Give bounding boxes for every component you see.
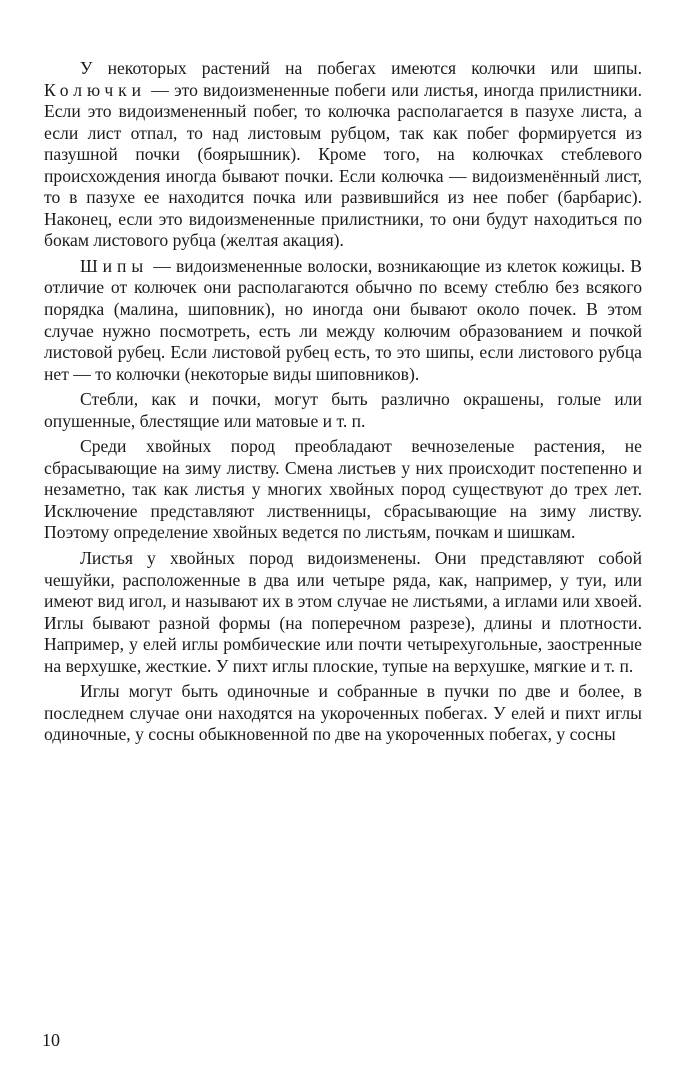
paragraph-shipy xyxy=(44,256,642,385)
paragraph-stem-color xyxy=(44,389,642,432)
paragraph-rest: — видоизмененные волоски, возникающие из клеток кожицы. В отличие от колючек они располагаются обычно по всему стеблю без всякого порядка (малина, шиповник), но иногда они бывают около почек. В этом случае нужно посмотреть, есть ли между колючим образованием и почкой листовой рубец. Если листовой рубец есть, то это шипы, если листового рубца нет — то колючки (некоторые виды шиповников). xyxy=(44,255,642,384)
paragraph-lead: Среди хвойных пород преобладают вечнозеленые растения, не сбрасывающие на зиму листву. Смена листьев у них происходит постепенно и незаметно, так как листья у многих хвойных пород существуют до трех лет. Исключение представляют лиственницы, сбрасывающие на зиму листву. Поэтому определение хвойных ведется по листьям, почкам и шишкам. xyxy=(44,436,642,543)
paragraph-lead: Иглы могут быть одиночные и собранные в пучки по две и более, в последнем случае они находятся на укороченных побегах. У елей и пихт иглы одиночные, у сосны обыкновенной по две на укороченных побегах, у сосны xyxy=(44,681,642,745)
paragraph-lead: У некоторых растений на побегах имеются колючки или шипы. xyxy=(80,58,642,78)
paragraph-rest: — это видоизмененные побеги или листья, иногда прилистники. Если это видоизмененный побег, то колючка располагается в пазухе листа, а если лист отпал, то над листовым рубцом, так как побег формируется из пазушной почки (боярышник). Кроме того, на колючках стеблевого происхождения иногда бывают почки. Если колючка — видоизменённый лист, то в пазухе ее находится почка или развившийся из нее побег (барбарис). Наконец, если это видоизмененные прилистники, то они будут находиться по бокам листового рубца (желтая акация). xyxy=(44,79,642,251)
page-text xyxy=(44,58,642,750)
paragraph-needles xyxy=(44,681,642,746)
paragraph-lead: Стебли, как и почки, могут быть различно окрашены, голые или опушенные, блестящие или матовые и т. п. xyxy=(44,389,642,431)
page-number: 10 xyxy=(42,1030,60,1050)
paragraph-thorns-spines xyxy=(44,58,642,252)
paragraph-conifer-leaves xyxy=(44,548,642,677)
paragraph-lead: Листья у хвойных пород видоизменены. Они представляют собой чешуйки, расположенные в два или четыре ряда, как, например, у туи, или имеют вид игол, и называют их в этом случае не листьями, а иглами или хвоей. Иглы бывают разной формы (на поперечном разрезе), длины и плотности. Например, у елей иглы ромбические или почти четырехугольные, заостренные на верхушке, жесткие. У пихт иглы плоские, тупые на верхушке, мягкие и т. п. xyxy=(44,548,642,676)
term-shipy: Шипы xyxy=(80,255,149,276)
term-kolyuchki: Колючки xyxy=(44,79,146,100)
paragraph-conifers xyxy=(44,436,642,544)
